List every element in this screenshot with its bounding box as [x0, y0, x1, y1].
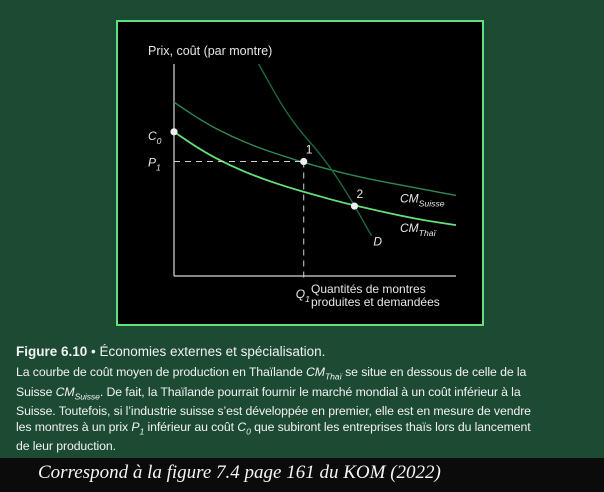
- caption-title: [16, 344, 596, 359]
- figure-label: Figure 6.10: [16, 344, 88, 359]
- caption-symbol: $CM_{Suisse}$: [55, 384, 100, 402]
- series-label: $CM_{Thaï}$: [400, 221, 436, 239]
- reference-label-x: $Q_1$: [295, 287, 310, 304]
- series-line: [259, 64, 372, 236]
- chart: [118, 22, 482, 324]
- caption-line: [16, 420, 596, 440]
- caption-line: [16, 404, 596, 419]
- caption-line: [16, 365, 596, 385]
- point-label: $C_0$: [148, 128, 162, 146]
- caption-symbol: $C_0$: [237, 419, 251, 436]
- series-label: D: [373, 234, 383, 249]
- caption-text: que subiront les entreprises thaïs lors du lancement: [250, 419, 531, 434]
- series-line: [174, 132, 456, 225]
- caption-text: . De fait, la Thaïlande pourrait fournir le marché mondial à un coût inférieur à la: [99, 384, 521, 399]
- caption-text: les montres à un prix: [16, 419, 132, 434]
- caption-line: [16, 385, 596, 405]
- caption-symbol-subscript: Thaï: [324, 371, 342, 382]
- caption-symbol-subscript: 0: [246, 425, 251, 436]
- caption-text: Suisse: [16, 384, 56, 399]
- series-label: $CM_{Suisse}$: [400, 191, 445, 209]
- caption-symbol: $CM_{Thaï}$: [306, 365, 342, 382]
- caption-text: La courbe de coût moyen de production en Thaïlande: [16, 365, 307, 379]
- caption-symbol-subscript: 1: [139, 425, 145, 436]
- footer-reference: Correspond à la figure 7.4 page 161 du KOM (2022): [38, 462, 441, 483]
- caption-body: [16, 365, 596, 454]
- caption-line: [16, 439, 596, 454]
- caption-symbol: $P_1$: [131, 419, 145, 436]
- reference-label-y: $P_1$: [148, 155, 161, 173]
- figure-title: Économies externes et spécialisation.: [99, 344, 326, 359]
- caption-text: Suisse. Toutefois, si l’industrie suisse s’est développée en premier, elle est en mesure de vendre: [16, 404, 531, 419]
- caption-bullet: •: [87, 344, 100, 359]
- x-axis-label-line2: produites et demandées: [311, 295, 440, 309]
- data-point: [351, 202, 358, 209]
- point-label: 2: [356, 187, 364, 202]
- point-label: 1: [305, 142, 313, 157]
- caption-text: de leur production.: [16, 439, 116, 454]
- data-point: [300, 158, 307, 165]
- caption-symbol-subscript: Suisse: [74, 391, 100, 402]
- chart-frame: [116, 20, 484, 326]
- figure-caption: [16, 344, 596, 454]
- data-point: [170, 128, 177, 135]
- y-axis-label: Prix, coût (par montre): [148, 44, 273, 58]
- x-axis-label-line1: Quantités de montres: [311, 282, 426, 296]
- caption-text: se situe en dessous de celle de la: [341, 365, 527, 379]
- caption-text: inférieur au coût: [144, 419, 238, 434]
